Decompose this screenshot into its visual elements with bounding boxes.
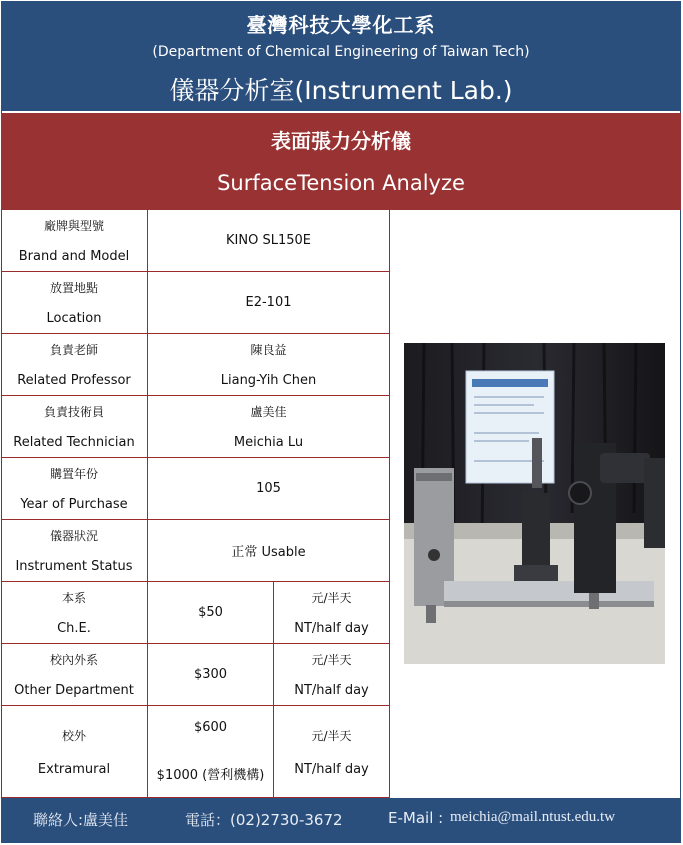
label-zh: 放置地點 — [49, 281, 98, 296]
label-zh: 負責技術員 — [43, 405, 104, 420]
label-cell-year — [1, 458, 148, 520]
professor-name-zh: 陳良益 — [250, 343, 287, 358]
label-en: Instrument Status — [15, 558, 133, 574]
label-en: Location — [46, 310, 102, 326]
label-en: Ch.E. — [57, 620, 91, 636]
department-title-en: (Department of Chemical Engineering of Taiwan Tech) — [152, 44, 530, 60]
professor-name-en: Liang-Yih Chen — [220, 372, 317, 388]
fee-label-extramural — [1, 706, 148, 798]
fee-price-che — [148, 582, 274, 644]
label-cell-brand — [1, 210, 148, 272]
lab-title: 儀器分析室(Instrument Lab.) — [169, 76, 513, 105]
brand-value: KINO SL150E — [226, 233, 311, 248]
value-cell-location — [148, 272, 390, 334]
email-link[interactable]: meichia@mail.ntust.edu.tw — [450, 809, 616, 825]
fee-unit-extramural — [274, 706, 390, 798]
instrument-name-en: SurfaceTension Analyze — [217, 171, 465, 195]
value-cell-professor — [148, 334, 390, 396]
price-value: $50 — [198, 605, 223, 620]
instrument-illustration — [404, 343, 665, 664]
fee-price-extramural — [148, 706, 274, 798]
label-cell-technician — [1, 396, 148, 458]
label-cell-status — [1, 520, 148, 582]
label-zh: 購置年份 — [49, 467, 98, 482]
fee-price-other-dept — [148, 644, 274, 706]
unit-en: NT/half day — [294, 761, 369, 777]
label-en: Brand and Model — [18, 248, 130, 264]
instrument-photo — [404, 343, 665, 664]
label-en: Other Department — [14, 682, 134, 698]
label-zh: 廠牌與型號 — [43, 219, 104, 234]
value-cell-brand — [148, 210, 390, 272]
label-cell-location — [1, 272, 148, 334]
year-value: 105 — [256, 481, 281, 496]
footer-bar — [1, 798, 681, 843]
label-zh: 校內外系 — [49, 653, 98, 668]
label-en: Year of Purchase — [20, 496, 128, 512]
label-en: Related Technician — [13, 434, 135, 450]
label-en: Related Professor — [17, 372, 131, 388]
label-zh: 儀器狀況 — [49, 529, 98, 544]
fee-unit-che — [274, 582, 390, 644]
fee-label-che — [1, 582, 148, 644]
value-cell-year — [148, 458, 390, 520]
label-zh: 本系 — [61, 591, 86, 606]
value-cell-technician — [148, 396, 390, 458]
unit-zh: 元/半天 — [311, 591, 352, 606]
instrument-banner — [1, 113, 681, 210]
header-banner — [1, 1, 681, 111]
value-cell-status — [148, 520, 390, 582]
instrument-name-zh: 表面張力分析儀 — [271, 129, 411, 153]
unit-en: NT/half day — [294, 682, 369, 698]
label-en: Extramural — [37, 761, 111, 777]
unit-zh: 元/半天 — [311, 653, 352, 668]
label-zh: 負責老師 — [49, 343, 98, 358]
contact-person: 聯絡人:盧美佳 — [33, 811, 129, 829]
fee-label-other-dept — [1, 644, 148, 706]
label-zh: 校外 — [61, 728, 86, 743]
location-value: E2-101 — [245, 295, 292, 310]
label-cell-professor — [1, 334, 148, 396]
technician-name-en: Meichia Lu — [233, 434, 304, 450]
unit-en: NT/half day — [294, 620, 369, 636]
price-value-commercial: $1000 (營利機構) — [156, 767, 265, 783]
price-value: $300 — [193, 667, 228, 682]
status-value: 正常 Usable — [231, 545, 306, 560]
fee-unit-other-dept — [274, 644, 390, 706]
department-title-zh: 臺灣科技大學化工系 — [246, 13, 436, 37]
unit-zh: 元/半天 — [311, 728, 352, 743]
contact-phone: 電話：(02)2730-3672 — [185, 811, 343, 829]
price-value: $600 — [193, 720, 228, 736]
technician-name-zh: 盧美佳 — [250, 405, 287, 420]
email-label: E-Mail : — [388, 809, 444, 827]
